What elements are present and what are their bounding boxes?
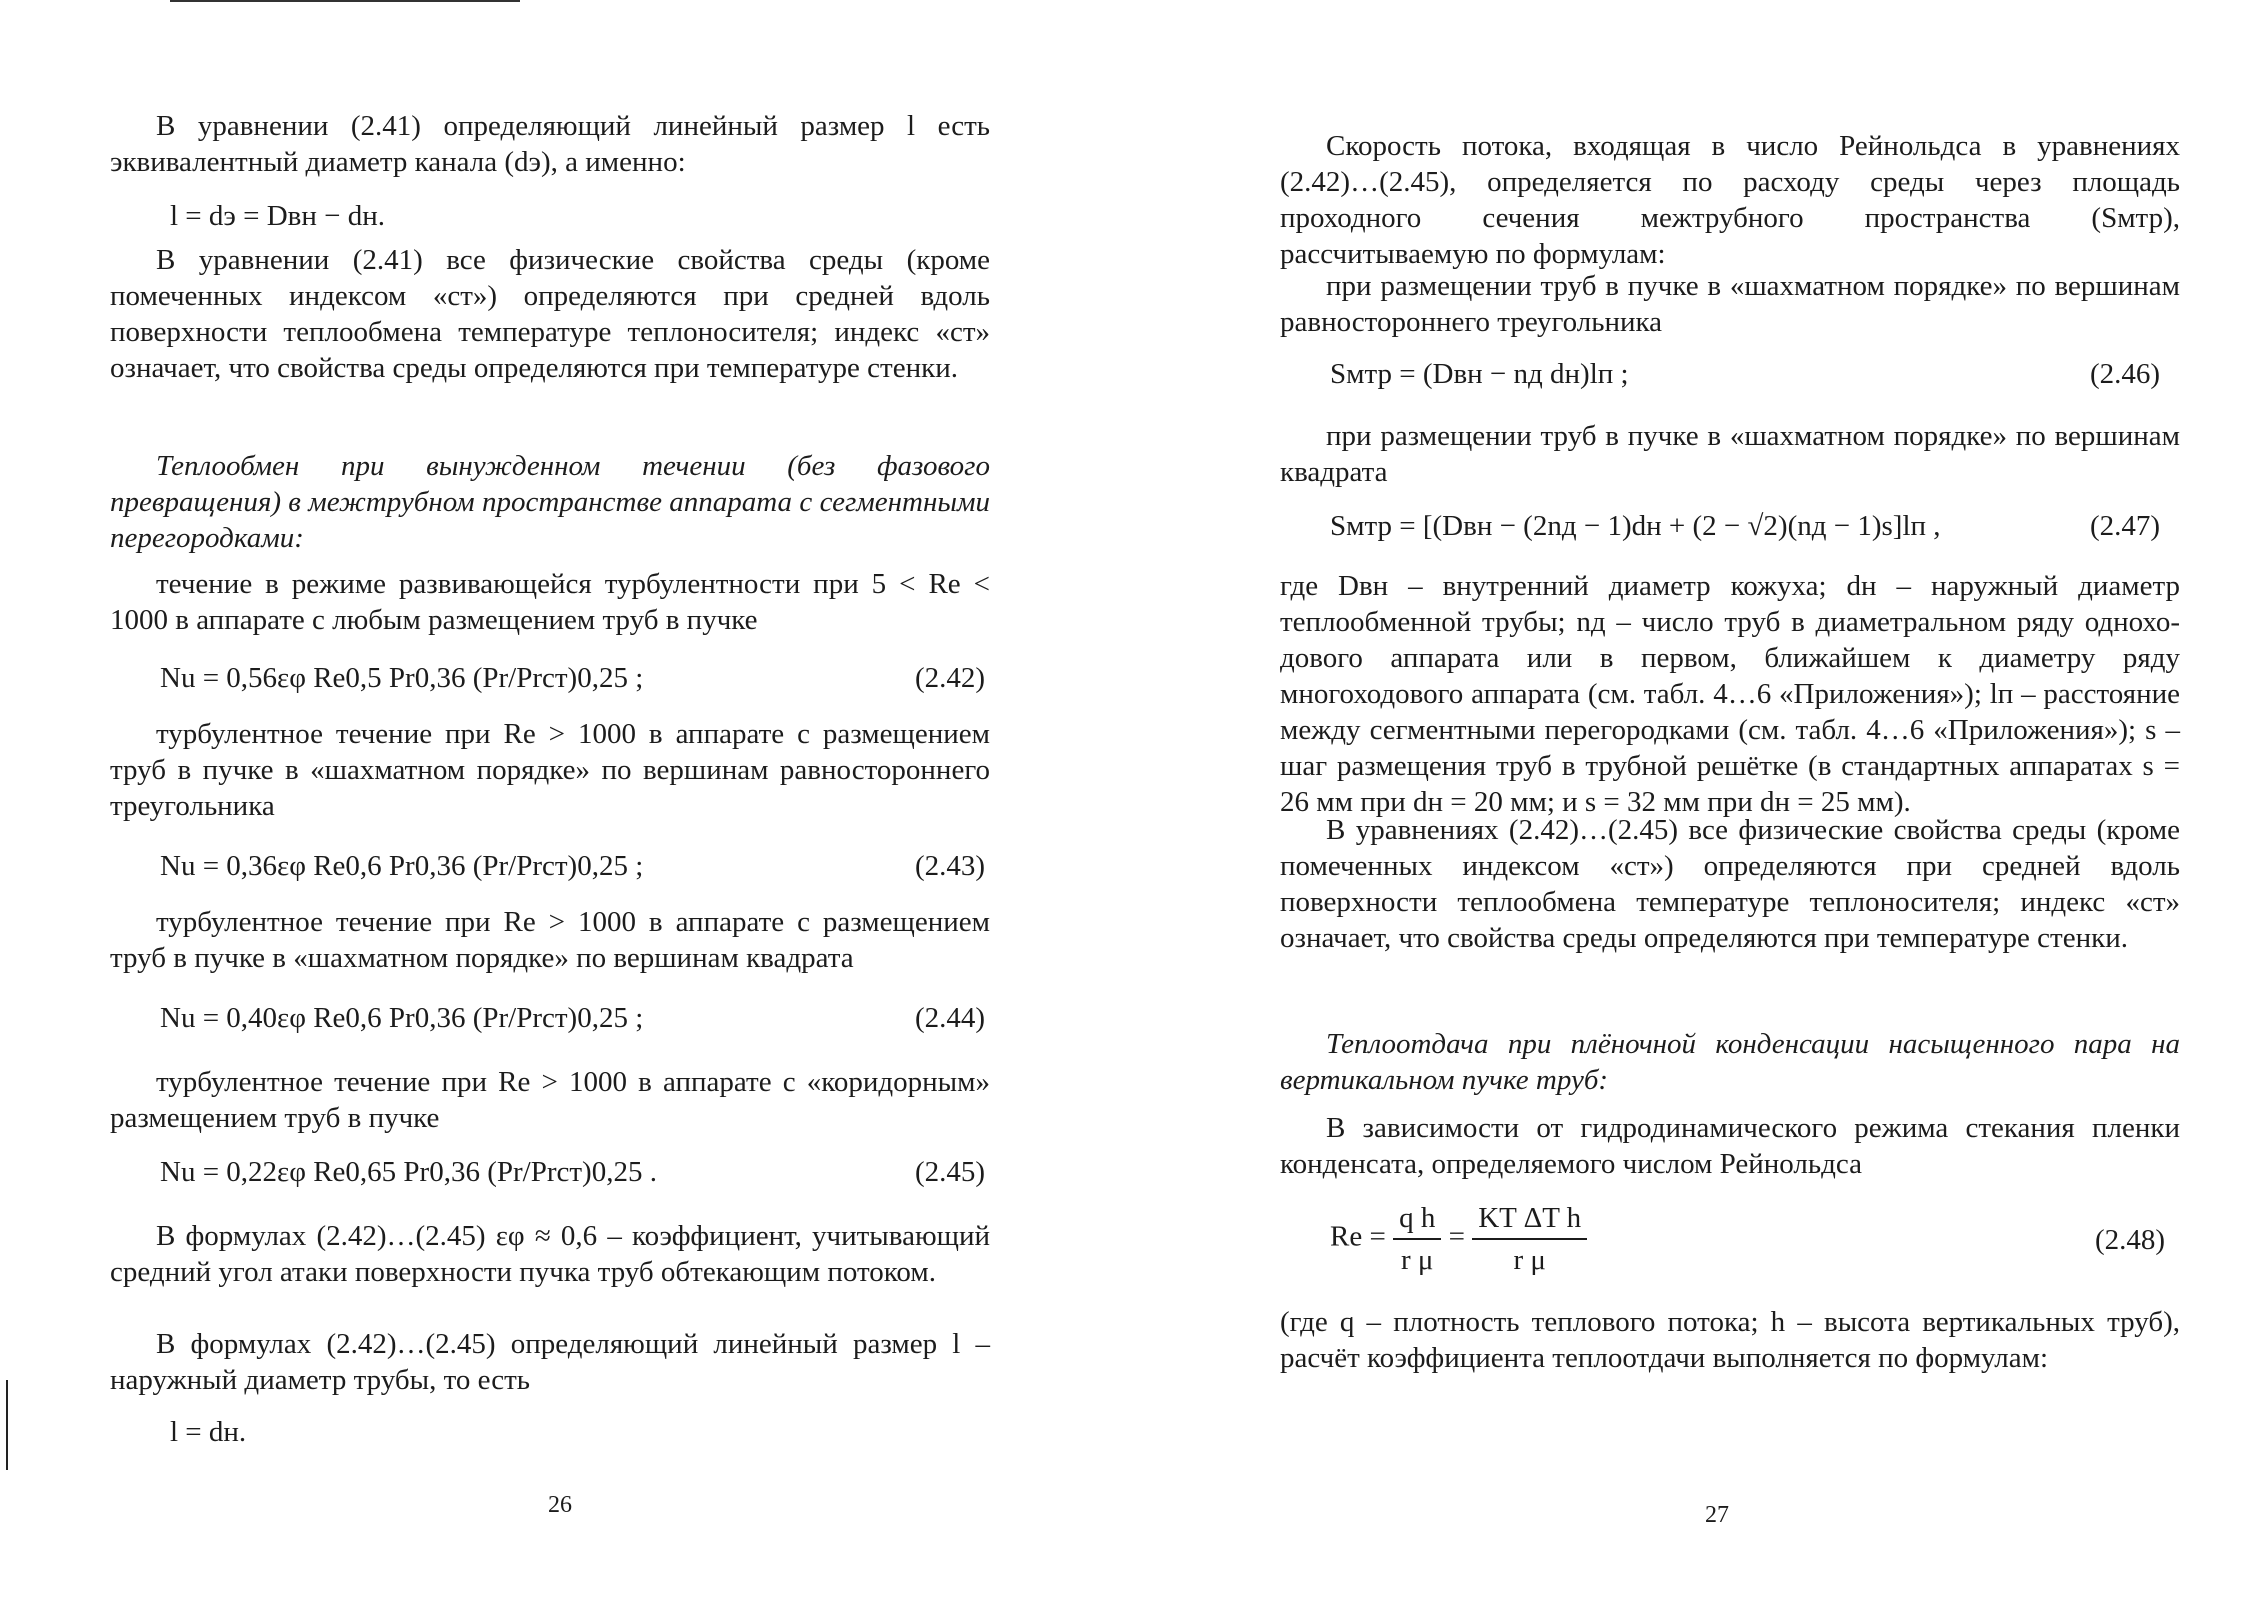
paragraph: где Dвн – внутренний диаметр кожуха; dн – наружный диаметр теплообменной трубы; nд – число труб в диаметральном ряду одноходового аппарата или в первом, ближайшем к диаметру ряду многоходового аппарата (см. табл. 4…6 «Приложения»); lп – расстояние между сегментными перегородками (см. табл. 4…6 «Приложения»); s – шаг размещения труб в трубной решётке (в стандартных аппаратах s = 26 мм при dн = 20 мм; и s = 32 мм при dн = 25 мм).: [1280, 570, 2180, 818]
eq-equals: =: [1448, 1220, 1465, 1253]
section-heading: Теплоотдача при плёночной конденсации насыщенного пара на вертикальном пучке труб:: [1280, 1028, 2180, 1096]
formula: l = dн.: [170, 1416, 247, 1448]
page-number: 26: [548, 1492, 572, 1518]
bullet-item: течение в режиме развивающейся турбулентности при 5 < Re < 1000 в аппарате с любым размещением труб в пучке: [110, 568, 990, 636]
equation-number: (2.47): [2090, 510, 2161, 542]
right-page: [1200, 0, 2259, 1597]
denominator: r μ: [1513, 1244, 1546, 1276]
paragraph: В формулах (2.42)…(2.45) εφ ≈ 0,6 – коэффициент, учитывающий средний угол атаки поверхности пучка труб обтекающим потоком.: [110, 1220, 990, 1288]
eq-lhs: Re =: [1330, 1220, 1386, 1253]
numerator: q h: [1393, 1198, 1441, 1240]
equation-number: (2.43): [915, 850, 986, 882]
numerator: KT ΔT h: [1472, 1198, 1587, 1240]
formula: l = dэ = Dвн − dн.: [170, 200, 385, 232]
paragraph: (где q – плотность теплового потока; h – высота вертикальных труб), расчёт коэффициента теплоотдачи выполняется по формулам:: [1280, 1306, 2180, 1374]
left-page: [0, 0, 1080, 1597]
fraction: [1472, 1198, 1587, 1280]
paragraph: В уравнении (2.41) все физические свойства среды (кроме помеченных индексом «ст») определяются при средней вдоль поверхности теплообмена температуре теплоносителя; индекс «ст» означает, что свойства среды определяются при температуре стенки.: [110, 244, 990, 384]
equation-2-45: Nu = 0,22εφ Re0,65 Pr0,36 (Pr/Prст)0,25 .: [160, 1156, 657, 1188]
paragraph: В зависимости от гидродинамического режима стекания пленки конденсата, определяемого числом Рейнольдса: [1280, 1112, 2180, 1180]
equation-2-47: Sмтр = [(Dвн − (2nд − 1)dн + (2 − √2)(nд − 1)s]lп ,: [1330, 510, 1941, 542]
bullet-item: при размещении труб в пучке в «шахматном порядке» по вершинам равностороннего треугольника: [1280, 270, 2180, 338]
paragraph: Скорость потока, входящая в число Рейнольдса в уравнениях (2.42)…(2.45), определяется по расходу среды через площадь проходного сечения межтрубного пространства (Sмтр), рассчитываемую по формулам:: [1280, 130, 2180, 270]
section-heading: Теплообмен при вынужденном течении (без фазового превращения) в межтрубном пространстве аппарата с сегментными перегородками:: [110, 450, 990, 554]
bullet-item: турбулентное течение при Re > 1000 в аппарате с размещением труб в пучке в «шахматном порядке» по вершинам равностороннего треугольника: [110, 718, 990, 822]
equation-2-43: Nu = 0,36εφ Re0,6 Pr0,36 (Pr/Prст)0,25 ;: [160, 850, 644, 882]
page-number: 27: [1705, 1502, 1729, 1528]
equation-2-48: [1330, 1198, 1587, 1280]
equation-number: (2.48): [2095, 1224, 2166, 1256]
denominator: r μ: [1400, 1244, 1434, 1276]
equation-number: (2.44): [915, 1002, 986, 1034]
bullet-item: турбулентное течение при Re > 1000 в аппарате с размещением труб в пучке в «шахматном порядке» по вершинам квадрата: [110, 906, 990, 974]
equation-2-46: Sмтр = (Dвн − nд dн)lп ;: [1330, 358, 1629, 390]
equation-2-42: Nu = 0,56εφ Re0,5 Pr0,36 (Pr/Prст)0,25 ;: [160, 662, 644, 694]
paragraph: В уравнении (2.41) определяющий линейный размер l есть эквивалентный диаметр канала (dэ), а именно:: [110, 110, 990, 178]
equation-number: (2.46): [2090, 358, 2161, 390]
paragraph: В уравнениях (2.42)…(2.45) все физические свойства среды (кроме помеченных индексом «ст») определяются при средней вдоль поверхности теплообмена температуре теплоносителя; индекс «ст» означает, что свойства среды определяются при температуре стенки.: [1280, 814, 2180, 954]
equation-number: (2.42): [915, 662, 986, 694]
bullet-item: при размещении труб в пучке в «шахматном порядке» по вершинам квадрата: [1280, 420, 2180, 488]
fraction: [1393, 1198, 1441, 1280]
paragraph: В формулах (2.42)…(2.45) определяющий линейный размер l – наружный диаметр трубы, то есть: [110, 1328, 990, 1396]
equation-2-44: Nu = 0,40εφ Re0,6 Pr0,36 (Pr/Prст)0,25 ;: [160, 1002, 644, 1034]
binding-mark: [6, 1380, 8, 1470]
bullet-item: турбулентное течение при Re > 1000 в аппарате с «коридорным» размещением труб в пучке: [110, 1066, 990, 1134]
top-rule: [170, 0, 520, 2]
equation-number: (2.45): [915, 1156, 986, 1188]
